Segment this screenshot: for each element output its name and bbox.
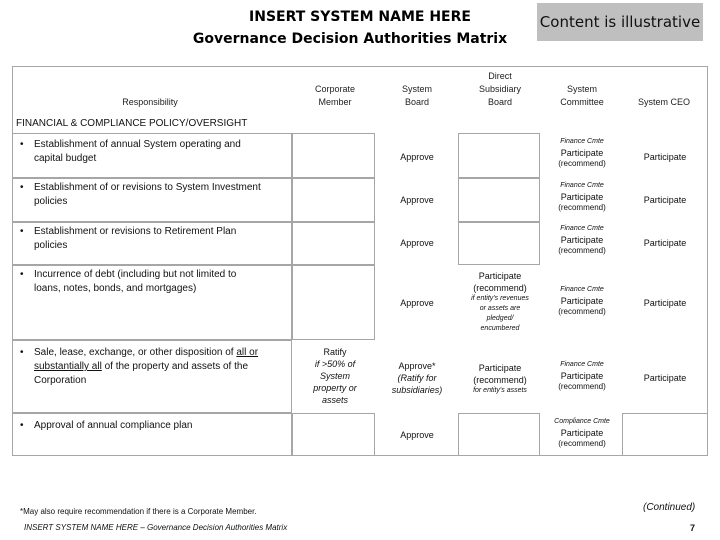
row3-committee-note: (recommend) <box>558 246 606 255</box>
col-header-corporate-member-line1: Corporate <box>314 84 356 94</box>
footer-title: INSERT SYSTEM NAME HERE – Governance Decision Authorities Matrix <box>24 523 288 532</box>
row2-label <box>20 181 290 209</box>
row1-label-line2: capital budget <box>34 153 97 164</box>
row1-committee-name: Finance Cmte <box>560 138 604 145</box>
row2-committee <box>542 181 622 213</box>
row1-label-line1: Establishment of annual System operating and <box>34 139 241 150</box>
row4-committee-value: Participate <box>560 296 604 306</box>
row3-subsidiary-cell <box>458 222 540 265</box>
row3-committee <box>542 224 622 256</box>
row5-subsidiary-note: (recommend) <box>473 375 527 385</box>
col-header-system-committee-line1: System <box>566 84 597 94</box>
row5-corporate-line3: System <box>319 371 350 381</box>
col-header-dsb-line1: Direct <box>488 71 512 81</box>
document-title <box>140 6 580 50</box>
row6-committee-value: Participate <box>560 428 604 438</box>
row4-subsidiary-value: Participate <box>478 271 522 281</box>
row5-corporate-member <box>295 346 375 406</box>
bullet-icon: • <box>20 139 24 150</box>
row5-corporate-line2: if >50% of <box>314 359 356 369</box>
row4-ceo: Participate <box>643 298 687 308</box>
row2-ceo: Participate <box>643 195 687 205</box>
row3-label-line2: policies <box>34 240 68 251</box>
col-header-system-board <box>377 83 457 109</box>
footnote: *May also require recommendation if there is a Corporate Member. <box>20 507 257 516</box>
row1-committee-note: (recommend) <box>558 159 606 168</box>
row4-subsidiary-detail-1: if entity's revenues <box>471 295 529 302</box>
row6-committee-note: (recommend) <box>558 439 606 448</box>
row5-label-part-d: of the property and assets of the <box>101 361 249 372</box>
row1-committee <box>542 137 622 169</box>
row5-system-board-note1: (Ratify for <box>397 373 437 383</box>
col-header-direct-subsidiary-board <box>460 70 540 109</box>
row6-committee <box>542 417 622 449</box>
row3-committee-name: Finance Cmte <box>560 225 604 232</box>
col-header-dsb-line3: Board <box>487 97 513 107</box>
bullet-icon: • <box>20 182 24 193</box>
row3-label-line1: Establishment or revisions to Retirement Plan <box>34 226 237 237</box>
row4-label-line1: Incurrence of debt (including but not limited to <box>34 269 237 280</box>
row4-corporate-cell <box>292 265 375 340</box>
row5-corporate-line5: assets <box>321 395 348 405</box>
row4-subsidiary-detail-4: encumbered <box>480 325 520 332</box>
row4-committee <box>542 285 622 317</box>
row5-committee-note: (recommend) <box>558 382 606 391</box>
row4-system-board: Approve <box>400 298 434 308</box>
row5-ceo: Participate <box>643 373 687 383</box>
row5-system-board-note2: subsidiaries) <box>391 385 443 395</box>
bullet-icon: • <box>20 226 24 237</box>
row2-committee-note: (recommend) <box>558 203 606 212</box>
row2-corporate-cell <box>292 178 375 222</box>
section-title: FINANCIAL & COMPLIANCE POLICY/OVERSIGHT <box>16 118 248 129</box>
bullet-icon: • <box>20 420 24 431</box>
col-header-system-committee-line2: Committee <box>560 97 604 107</box>
col-header-system-committee <box>542 83 622 109</box>
col-header-system-board-line1: System <box>401 84 432 94</box>
row2-label-line2: policies <box>34 196 68 207</box>
bullet-icon: • <box>20 269 24 280</box>
row4-label <box>20 268 290 296</box>
row5-label-part-a: Sale, lease, exchange, or other disposition of <box>34 347 237 358</box>
row1-system-board: Approve <box>400 152 434 162</box>
row5-label-part-b: all or <box>236 347 259 358</box>
row1-ceo: Participate <box>643 152 687 162</box>
row5-corporate-line1: Ratify <box>323 347 347 357</box>
row5-label <box>20 346 290 388</box>
row2-committee-name: Finance Cmte <box>560 182 604 189</box>
row6-label-line1: Approval of annual compliance plan <box>34 420 193 431</box>
row5-corporate-line4: property or <box>313 383 357 393</box>
illustrative-badge: Content is illustrative <box>537 3 703 41</box>
title-line-1: INSERT SYSTEM NAME HERE <box>249 9 471 25</box>
row5-committee-value: Participate <box>560 371 604 381</box>
row4-subsidiary-detail-2: or assets are <box>479 305 521 312</box>
row3-committee-value: Participate <box>560 235 604 245</box>
row6-label <box>20 419 290 433</box>
row6-committee-name: Compliance Cmte <box>554 418 610 425</box>
row4-committee-name: Finance Cmte <box>560 286 604 293</box>
row5-subsidiary <box>460 362 540 396</box>
row5-system-board <box>377 360 457 396</box>
row3-system-board: Approve <box>400 238 434 248</box>
row3-label <box>20 225 290 253</box>
row5-system-board-value: Approve* <box>398 361 436 371</box>
row4-subsidiary-detail-3: pledged/ <box>486 315 514 322</box>
row2-label-line1: Establishment of or revisions to System Investment <box>34 182 261 193</box>
row6-corporate-cell <box>292 413 375 456</box>
row2-system-board: Approve <box>400 195 434 205</box>
row5-label-part-e: Corporation <box>34 375 87 386</box>
continued-label: (Continued) <box>643 502 696 513</box>
row1-committee-value: Participate <box>560 148 604 158</box>
row6-subsidiary-cell <box>458 413 540 456</box>
row1-corporate-cell <box>292 133 375 178</box>
row5-committee <box>542 360 622 392</box>
title-line-2: Governance Decision Authorities Matrix <box>192 31 508 47</box>
col-header-system-board-line2: Board <box>404 97 430 107</box>
row5-label-part-c: substantially all <box>34 361 102 372</box>
bullet-icon: • <box>20 347 24 358</box>
row6-system-board: Approve <box>400 430 434 440</box>
col-header-dsb-line2: Subsidiary <box>478 84 522 94</box>
page-number: 7 <box>690 523 696 533</box>
row3-corporate-cell <box>292 222 375 265</box>
col-header-responsibility: Responsibility <box>122 97 178 107</box>
row5-subsidiary-value: Participate <box>478 363 522 373</box>
row4-subsidiary <box>460 270 540 334</box>
row3-ceo: Participate <box>643 238 687 248</box>
row1-subsidiary-cell <box>458 133 540 178</box>
row4-label-line2: loans, notes, bonds, and mortgages) <box>34 283 197 294</box>
col-header-corporate-member <box>295 83 375 109</box>
row6-ceo-cell <box>622 413 708 456</box>
row5-subsidiary-detail: for entity's assets <box>473 387 527 394</box>
row2-subsidiary-cell <box>458 178 540 222</box>
col-header-system-ceo: System CEO <box>637 97 690 107</box>
row4-committee-note: (recommend) <box>558 307 606 316</box>
col-header-corporate-member-line2: Member <box>318 97 352 107</box>
row1-label <box>20 138 290 166</box>
row5-committee-name: Finance Cmte <box>560 361 604 368</box>
row4-subsidiary-note: (recommend) <box>473 283 527 293</box>
row2-committee-value: Participate <box>560 192 604 202</box>
